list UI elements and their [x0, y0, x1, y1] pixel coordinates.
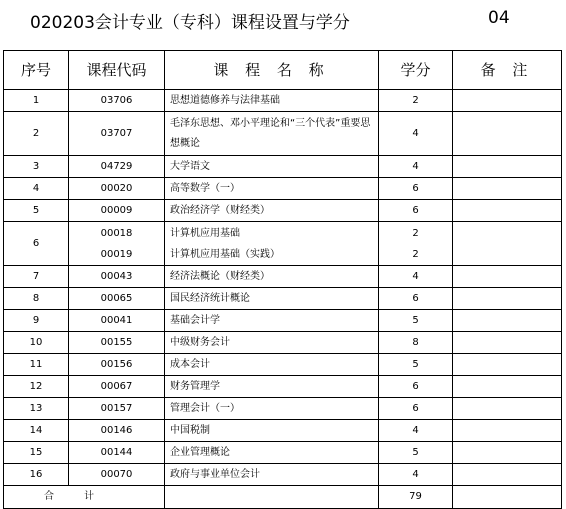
course-code: 03707: [69, 112, 165, 156]
course-credit: 4: [379, 420, 453, 442]
table-row: [4, 420, 562, 442]
row-number: 6: [4, 222, 69, 266]
header-num: 序号: [4, 51, 69, 90]
course-credit: 6: [379, 376, 453, 398]
table-row: [4, 90, 562, 112]
course-note: [453, 156, 562, 178]
table-row: [4, 464, 562, 486]
total-row: [4, 486, 562, 509]
course-code: 00144: [69, 442, 165, 464]
course-credit: 8: [379, 332, 453, 354]
course-code: 00041: [69, 310, 165, 332]
table-row: [4, 156, 562, 178]
course-code: 04729: [69, 156, 165, 178]
course-name: 政治经济学（财经类）: [165, 200, 379, 222]
course-note: [453, 310, 562, 332]
course-code: 00065: [69, 288, 165, 310]
table-row: [4, 266, 562, 288]
course-name: 毛泽东思想、邓小平理论和“三个代表”重要思想概论: [165, 112, 379, 156]
course-table: [3, 50, 562, 509]
course-note: [453, 222, 562, 266]
table-row: [4, 376, 562, 398]
table-row: [4, 310, 562, 332]
row-number: 5: [4, 200, 69, 222]
total-credit: 79: [379, 486, 453, 509]
course-code: 00020: [69, 178, 165, 200]
table-row: [4, 442, 562, 464]
course-name: 成本会计: [165, 354, 379, 376]
course-name: 政府与事业单位会计: [165, 464, 379, 486]
course-name: [165, 222, 379, 266]
course-code: 00009: [69, 200, 165, 222]
row-number: 16: [4, 464, 69, 486]
course-credit-item: 2: [412, 227, 419, 239]
course-name: 中国税制: [165, 420, 379, 442]
course-note: [453, 288, 562, 310]
course-credit: [379, 222, 453, 266]
row-number: 4: [4, 178, 69, 200]
course-code: 00155: [69, 332, 165, 354]
course-note: [453, 442, 562, 464]
course-name-item: 计算机应用基础（实践）: [170, 248, 280, 260]
course-name: 管理会计（一）: [165, 398, 379, 420]
course-credit: 6: [379, 178, 453, 200]
course-code: 00067: [69, 376, 165, 398]
course-credit: 6: [379, 200, 453, 222]
course-code-item: 00019: [100, 248, 133, 260]
row-number: 13: [4, 398, 69, 420]
course-name: 国民经济统计概论: [165, 288, 379, 310]
course-name: 中级财务会计: [165, 332, 379, 354]
header-note-text: 备 注: [480, 61, 534, 79]
total-name-cell: [165, 486, 379, 509]
course-note: [453, 266, 562, 288]
course-note: [453, 200, 562, 222]
total-label: 合计: [44, 491, 124, 502]
row-number: 12: [4, 376, 69, 398]
course-credit: 4: [379, 464, 453, 486]
course-credit: 6: [379, 398, 453, 420]
course-name: 高等数学（一）: [165, 178, 379, 200]
row-number: 14: [4, 420, 69, 442]
table-row: [4, 200, 562, 222]
course-credit: 5: [379, 354, 453, 376]
course-note: [453, 178, 562, 200]
table-row: [4, 332, 562, 354]
course-credit: 4: [379, 266, 453, 288]
course-code: 00070: [69, 464, 165, 486]
course-credit-item: 2: [412, 248, 419, 260]
course-code: 00043: [69, 266, 165, 288]
header-note: [453, 51, 562, 90]
course-code: [69, 222, 165, 266]
header-credit: 学分: [379, 51, 453, 90]
row-number: 7: [4, 266, 69, 288]
course-code: 00156: [69, 354, 165, 376]
header-code: 课程代码: [69, 51, 165, 90]
course-name-item: 计算机应用基础: [170, 227, 240, 239]
table-row: [4, 398, 562, 420]
course-code-item: 00018: [100, 227, 133, 239]
course-credit: 6: [379, 288, 453, 310]
page-number: 04: [488, 8, 510, 28]
course-note: [453, 420, 562, 442]
header-name-text: 课 程 名 称: [213, 61, 330, 79]
row-number: 1: [4, 90, 69, 112]
course-name: 企业管理概论: [165, 442, 379, 464]
course-name: 大学语文: [165, 156, 379, 178]
table-row: [4, 288, 562, 310]
course-name: 经济法概论（财经类）: [165, 266, 379, 288]
course-credit: 4: [379, 156, 453, 178]
row-number: 10: [4, 332, 69, 354]
course-note: [453, 376, 562, 398]
course-note: [453, 464, 562, 486]
course-name: 思想道德修养与法律基础: [165, 90, 379, 112]
course-note: [453, 332, 562, 354]
table-header-row: [4, 51, 562, 90]
total-label-cell: [4, 486, 165, 509]
table-row: [4, 222, 562, 266]
course-note: [453, 90, 562, 112]
page-title-text: 020203会计专业（专科）课程设置与学分: [30, 13, 350, 33]
course-code: 00157: [69, 398, 165, 420]
total-note-cell: [453, 486, 562, 509]
course-credit: 4: [379, 112, 453, 156]
course-note: [453, 112, 562, 156]
row-number: 8: [4, 288, 69, 310]
page-title: [30, 8, 510, 33]
course-note: [453, 398, 562, 420]
course-note: [453, 354, 562, 376]
row-number: 11: [4, 354, 69, 376]
course-name: 财务管理学: [165, 376, 379, 398]
table-row: [4, 178, 562, 200]
row-number: 3: [4, 156, 69, 178]
header-name: [165, 51, 379, 90]
course-credit: 2: [379, 90, 453, 112]
course-name: 基础会计学: [165, 310, 379, 332]
table-row: [4, 354, 562, 376]
course-credit: 5: [379, 442, 453, 464]
table-body: [4, 90, 562, 486]
row-number: 15: [4, 442, 69, 464]
course-code: 00146: [69, 420, 165, 442]
course-credit: 5: [379, 310, 453, 332]
table-row: [4, 112, 562, 156]
row-number: 2: [4, 112, 69, 156]
row-number: 9: [4, 310, 69, 332]
course-code: 03706: [69, 90, 165, 112]
